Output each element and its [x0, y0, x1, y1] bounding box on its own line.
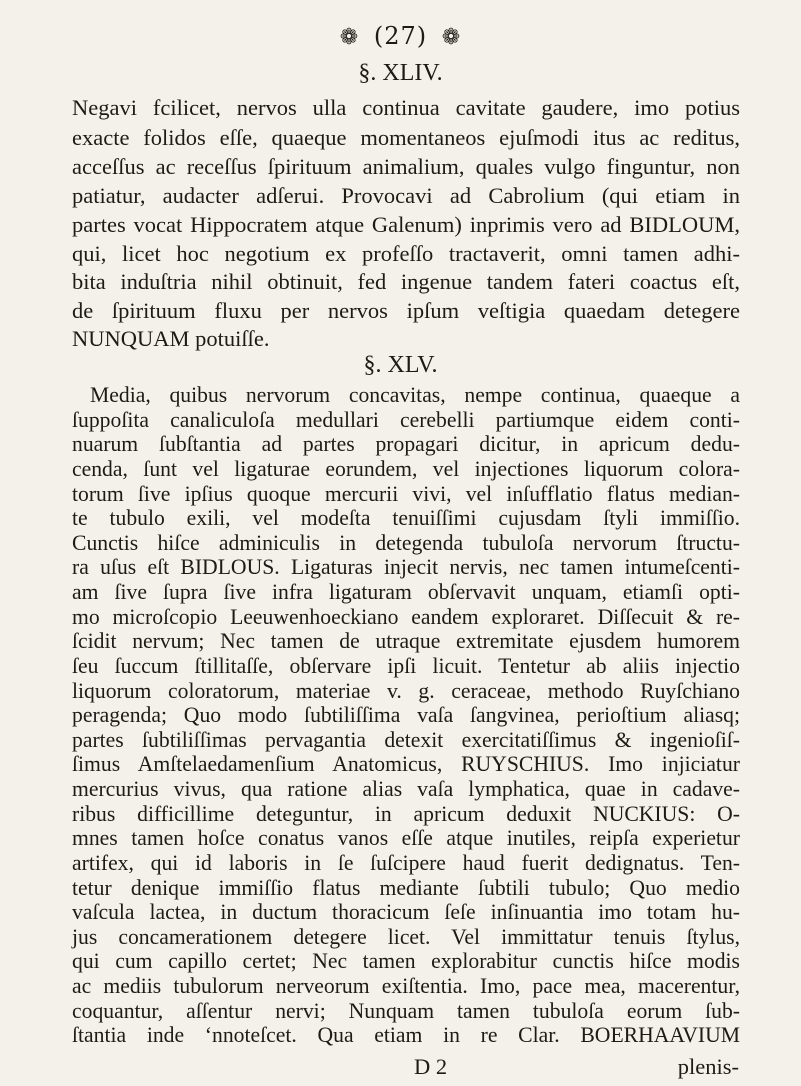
paragraph-line: ſtantia inde ‘nnoteſcet. Qua etiam in re Clar. BOERHAAVIUM: [72, 1023, 740, 1048]
ornament-right-icon: ❁: [441, 25, 462, 50]
ornament-left-icon: ❁: [339, 25, 360, 50]
paragraph-line: ſcidit nervum; Nec tamen de utraque extremitate ejusdem humorem: [72, 629, 740, 654]
page-number: (27): [373, 22, 428, 50]
paragraph-line: patiatur, audacter adſerui. Provocavi ad Cabrolium (qui etiam in: [72, 183, 740, 208]
paragraph-line: acceſſus ac receſſus ſpirituum animalium, quales vulgo finguntur, non: [72, 154, 740, 179]
paragraph-line: ſimus Amſtelaedamenſium Anatomicus, RUYSCHIUS. Imo injiciatur: [72, 752, 740, 777]
catchword: plenis-: [677, 1054, 739, 1079]
paragraph-line: am ſive ſupra ſive infra ligaturam obſervavit unquam, etiamſi opti-: [72, 580, 740, 605]
paragraph-line: tetur denique immiſſio flatus mediante ſubtili tubulo; Quo medio: [72, 875, 740, 900]
paragraph-line: peragenda; Quo modo ſubtiliſſima vaſa ſangvinea, perioſtium aliasq;: [72, 703, 740, 728]
paragraph-line: Negavi fcilicet, nervos ulla continua cavitate gaudere, imo potius: [72, 95, 740, 120]
paragraph-line: NUNQUAM potuiſſe.: [72, 326, 270, 351]
paragraph-line: Cunctis hiſce adminiculis in detegenda tubuloſa nervorum ſtructu-: [72, 530, 740, 555]
paragraph-line: Media, quibus nervorum concavitas, nempe continua, quaeque a: [90, 383, 740, 407]
paragraph-line: te tubulo exili, vel modeſta tenuiſſimi cujusdam ſtyli immiſſio.: [72, 506, 740, 531]
paragraph-line: cenda, ſunt vel ligaturae eorundem, vel injectiones liquorum colora-: [72, 456, 740, 481]
paragraph-line: mo microſcopio Leeuwenhoeckiano eandem exploraret. Diſſecuit & re-: [72, 604, 740, 629]
paragraph-line: artifex, qui id laboris in ſe ſuſcipere haud fuerit dedignatus. Ten-: [72, 850, 740, 875]
paragraph-line: ribus difficillime deteguntur, in apricum deduxit NUCKIUS: O-: [72, 801, 740, 826]
signature-mark: D 2: [414, 1054, 448, 1079]
paragraph-line: ac mediis tubulorum nerveorum exiſtentia. Imo, pace mea, macerentur,: [72, 974, 740, 999]
paragraph-line: qui cum capillo certet; Nec tamen explorabitur cunctis hiſce modis: [72, 949, 740, 974]
paragraph-line: nuarum ſubſtantia ad partes propagari dicitur, in apricum dedu-: [72, 432, 740, 457]
paragraph-line: mnes tamen hoſce conatus vanos eſſe atque inutiles, reipſa experietur: [72, 826, 740, 851]
paragraph-line: jus concamerationem detegere licet. Vel immittatur tenuis ſtylus,: [72, 924, 740, 949]
section-44-heading: §. XLIV.: [358, 60, 443, 86]
page-header: [0, 22, 801, 50]
paragraph-line: ra uſus eſt BIDLOUS. Ligaturas injecit nervis, nec tamen intumeſcenti-: [72, 555, 740, 580]
paragraph-line: exacte folidos eſſe, quaeque momentaneos ejuſmodi itus ac reditus,: [72, 125, 740, 150]
paragraph-line: ſeu ſuccum ſtillitaſſe, obſervare ipſi licuit. Tentetur ab aliis injectio: [72, 653, 740, 678]
section-45-heading: §. XLV.: [363, 352, 438, 378]
paragraph-line: mercurius vivus, qua ratione alias vaſa lymphatica, quae in cadave-: [72, 777, 740, 802]
paragraph-line: de ſpirituum fluxu per nervos ipſum veſtigia quaedam detegere: [72, 298, 740, 323]
paragraph-line: ſuppoſita canaliculoſa medullari cerebelli partiumque eidem conti-: [72, 407, 740, 432]
paragraph-line: vaſcula lactea, in ductum thoracicum ſeſe inſinuantia imo totam hu-: [72, 900, 740, 925]
paragraph-line: coquantur, aſſentur nervi; Nunquam tamen tubuloſa eorum ſub-: [72, 998, 740, 1023]
paragraph-line: partes ſubtiliſſimas pervagantia detexit exercitatiſſimus & ingenioſiſ-: [72, 727, 740, 752]
paragraph-line: liquorum coloratorum, materiae v. g. ceraceae, methodo Ruyſchiano: [72, 678, 740, 703]
paragraph-line: torum ſive ipſius quoque mercurii vivi, vel inſufflatio flatus median-: [72, 481, 740, 506]
paragraph-line: partes vocat Hippocratem atque Galenum) inprimis vero ad BIDLOUM,: [72, 212, 740, 237]
paragraph-line: qui, licet hoc negotium ex profeſſo tractaverit, omni tamen adhi-: [72, 241, 740, 266]
paragraph-line: bita induſtria nihil obtinuit, fed ingenue tandem fateri coactus eſt,: [72, 269, 740, 294]
